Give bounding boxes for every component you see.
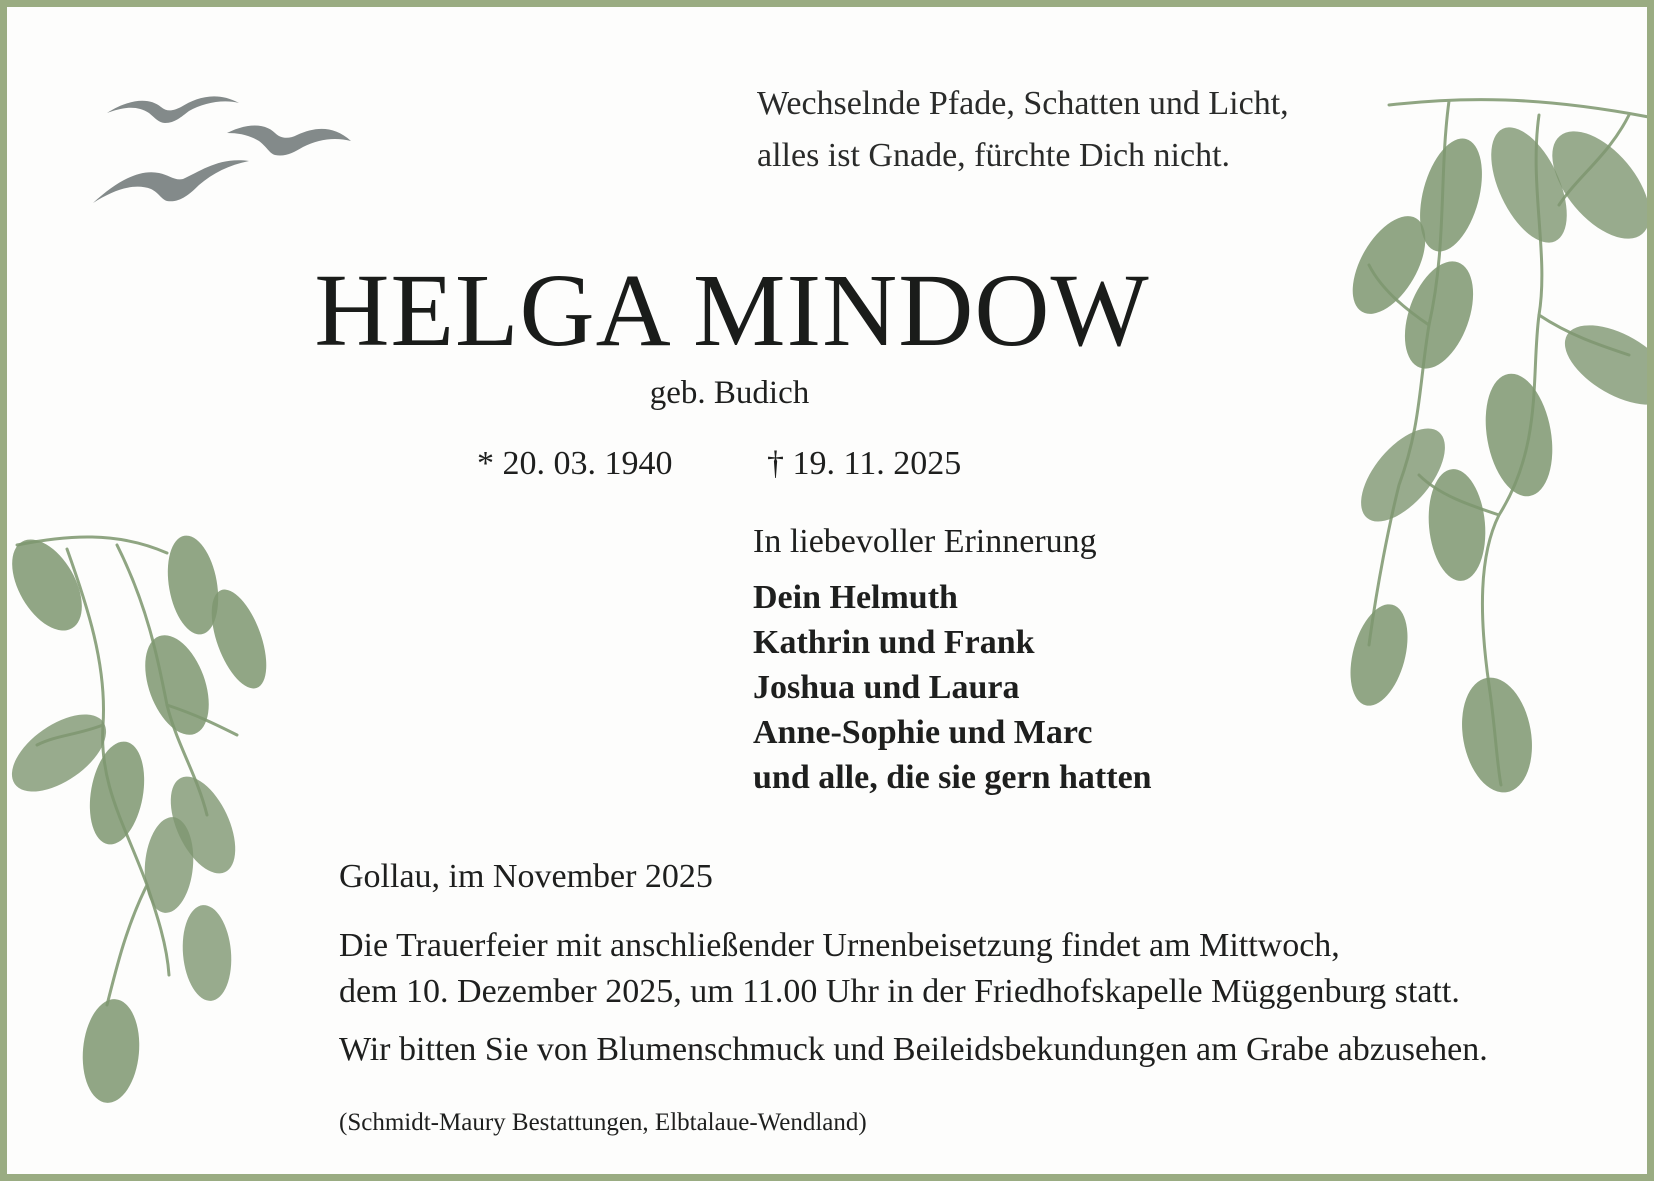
remembrance-intro: In liebevoller Erinnerung (753, 523, 1097, 560)
leaves-branch-icon (7, 525, 277, 1105)
maiden-name: geb. Budich (649, 375, 810, 411)
verse-line-1: Wechselnde Pfade, Schatten und Licht, (757, 85, 1289, 122)
mourner-name: Joshua und Laura (753, 669, 1020, 706)
deceased-name: HELGA MINDOW (314, 253, 1150, 368)
birth-date: * 20. 03. 1940 (477, 445, 673, 482)
funeral-line-2: dem 10. Dezember 2025, um 11.00 Uhr in der Friedhofskapelle Müggenburg statt. (339, 973, 1460, 1010)
mourner-name: Anne-Sophie und Marc (753, 714, 1093, 751)
place-date: Gollau, im November 2025 (339, 858, 713, 895)
verse-line-2: alles ist Gnade, fürchte Dich nicht. (757, 137, 1231, 174)
request-text: Wir bitten Sie von Blumenschmuck und Beileidsbekundungen am Grabe abzusehen. (339, 1031, 1488, 1068)
funeral-line-1: Die Trauerfeier mit anschließender Urnenbeisetzung findet am Mittwoch, (339, 927, 1340, 964)
mourner-name: und alle, die sie gern hatten (753, 759, 1152, 796)
mourner-name: Kathrin und Frank (753, 624, 1035, 661)
leaves-branch-icon (1329, 85, 1654, 825)
undertaker-note: (Schmidt-Maury Bestattungen, Elbtalaue-Wendland) (339, 1109, 867, 1136)
birds-icon (89, 85, 379, 225)
death-date: † 19. 11. 2025 (767, 445, 962, 482)
mourner-name: Dein Helmuth (753, 579, 958, 616)
